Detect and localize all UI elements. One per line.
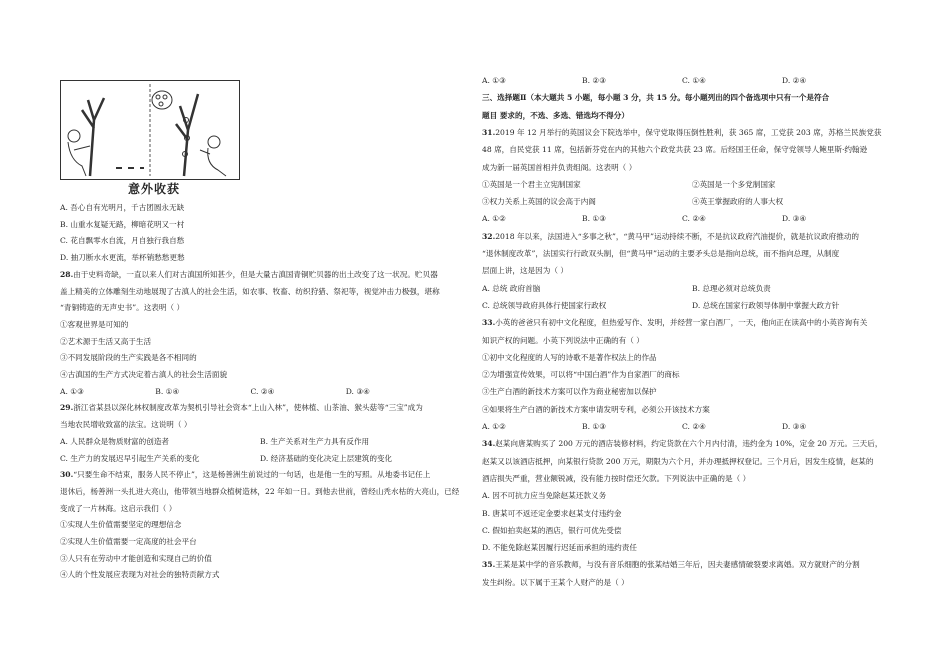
question-number: 31.: [482, 127, 496, 137]
question-stem: 32.2018 年以来，法国进入“多事之秋”，“黄马甲”运动持续不断，不是抗议政府汽油提价，就是抗议政府推动的: [482, 231, 860, 241]
answer-option[interactable]: D. ③④: [345, 386, 370, 396]
answer-option[interactable]: B. ①③: [582, 214, 607, 224]
text-line: ③生产白酒的新技术方案可以作为商业秘密加以保护: [482, 387, 657, 397]
question-stem: 34.赵某向唐某购买了 200 万元的酒店装修材料，约定货款在六个月内付清，违约金为 10%，定金 20 万元。三天后，: [482, 439, 883, 449]
text-line: 赵某又以该酒店抵押，向某银行贷款 200 万元，期限为六个月，并办理抵押权登记。三个月后，因发生疫情，赵某的: [482, 456, 874, 466]
text-line: 变成了一片林海。这启示我们（ ）: [60, 503, 177, 513]
text-line: ④如果将生产白酒的新技术方案申请发明专利，必须公开该技术方案: [482, 404, 710, 414]
answer-option[interactable]: B. 生产关系对生产力具有反作用: [260, 436, 370, 446]
question-stem: 三、选择题Ⅱ（本大题共 5 小题，每小题 3 分，共 15 分。每小题列出的四个备选项中只有一个是符合: [482, 93, 830, 103]
text-line: 48 席，自民党获 11 席，包括新芬党在内的其他六个政党共获 23 席。后经国王任命，保守党领导人鲍里斯·约翰逊: [482, 145, 868, 155]
answer-option[interactable]: A. 总统 政府首脑: [482, 283, 541, 293]
answer-option[interactable]: B. ①③: [582, 422, 607, 431]
answer-option[interactable]: D. 经济基础的变化决定上层建筑的变化: [260, 453, 393, 463]
text-line: ①客观世界是可知的: [60, 319, 129, 329]
question-number: 32.: [482, 231, 496, 241]
question-number: 30.: [60, 470, 74, 480]
answer-option[interactable]: B. 总理必须对总统负责: [692, 283, 771, 293]
text-line: ①初中文化程度的人写的诗歌不是著作权法上的作品: [482, 352, 657, 362]
text-line: B. 唐某可不返还定金要求赵某支付违约金: [482, 508, 622, 518]
text-line: 盖上精美的立体雕刻生动地展现了古滇人的社会生活，如农事、牧畜、纺织狩猎、祭祀等，视觉冲击力极强，堪称: [60, 286, 440, 296]
question-number: 28.: [60, 269, 74, 279]
text-line: “退休制度改革”，法国实行行政双头制，但“黄马甲”运动的主要矛头总是指向总统，而不指向总理，从制度: [482, 249, 840, 258]
answer-option[interactable]: D. ③④: [782, 214, 807, 224]
answer-option[interactable]: B. ②③: [582, 76, 607, 85]
answer-option[interactable]: A. ①②: [482, 422, 506, 431]
text-line: B. 山重水复疑无路，柳暗花明又一村: [60, 219, 185, 229]
answer-option[interactable]: C. ②④: [682, 214, 706, 224]
question-number: 29.: [60, 403, 74, 413]
answer-option[interactable]: A. 人民群众是物质财富的创造者: [60, 436, 170, 446]
answer-option[interactable]: C. ②④: [682, 422, 706, 431]
text-line: ①实现人生价值需要坚定的理想信念: [60, 520, 182, 530]
text-line: ②为增强宣传效果，可以将“中国白酒”作为自家酒厂的商标: [482, 370, 680, 380]
text-line: 知识产权的问题。小英下列说法中正确的有（ ）: [482, 335, 644, 345]
text-line: C. 假如拍卖赵某的酒店，银行可优先受偿: [482, 525, 622, 535]
question-stem: 30.“只要生命不结束，服务人民不停止”，这是杨善洲生前说过的一句话，也是他一生的写照。从地委书记任上: [60, 470, 431, 480]
answer-option[interactable]: A. ①③: [482, 76, 506, 85]
answer-option[interactable]: D. ③④: [782, 422, 807, 431]
cartoon-caption: 意外收获: [128, 182, 181, 196]
answer-option[interactable]: C. ①④: [682, 76, 706, 85]
text-line: D. 不能免除赵某因履行迟延而承担的违约责任: [482, 543, 637, 553]
text-line: ④古滇国的生产方式决定着古滇人的社会生活面貌: [60, 370, 228, 379]
answer-option[interactable]: B. ①④: [155, 386, 180, 396]
text-line: 当地农民增收致富的法宝。这说明（ ）: [60, 420, 192, 430]
answer-option[interactable]: ②英国是一个多党制国家: [692, 179, 776, 189]
answer-option[interactable]: A. ①②: [482, 214, 506, 224]
answer-option[interactable]: D. 总统在国家行政领导体制中掌握大政方针: [692, 300, 840, 310]
text-line: ②艺术源于生活又高于生活: [60, 336, 152, 346]
text-line: 层面上讲，这是因为（ ）: [482, 266, 568, 276]
question-stem: 29.浙江省某县以深化林权制度改革为契机引导社会资本“上山入林”，使林植、山茶油、猴头菇等“三宝”成为: [60, 403, 423, 413]
answer-option[interactable]: C. 生产力的发展迟早引起生产关系的变化: [60, 453, 200, 463]
answer-option[interactable]: C. 总统领导政府具体行使国家行政权: [482, 300, 607, 310]
question-number: 35.: [482, 560, 496, 570]
text-line: C. 花自飘零水自流，月自独行我自愁: [60, 236, 185, 246]
answer-option[interactable]: ③权力关系上英国的议会高于内阁: [482, 197, 596, 207]
answer-option[interactable]: A. ①③: [60, 386, 84, 396]
question-number: 33.: [482, 318, 496, 328]
text-line: A. 因不可抗力应当免除赵某还款义务: [482, 491, 607, 501]
question-stem: 31.2019 年 12 月举行的英国议会下院选举中，保守党取得压倒性胜利，获 365 席，工党获 203 席，苏格兰民族党获: [482, 127, 882, 137]
text-line: ②实现人生价值需要一定高度的社会平台: [60, 537, 197, 546]
question-number: 34.: [482, 439, 496, 449]
text-line: “青铜铸造的无声史书”。这表明（ ）: [60, 303, 185, 313]
question-stem: 35.王某是某中学的音乐教师，与没有音乐细胞的张某结婚三年后，因夫妻感情破裂要求离婚。双方就财产的分割: [482, 560, 860, 570]
question-stem: 33.小英的爸爸只有初中文化程度，但热爱写作、发明，并经营一家白酒厂，一天，他向正在读高中的小英咨询有关: [482, 318, 868, 328]
answer-option[interactable]: ④英王掌握政府的人事大权: [692, 197, 784, 207]
answer-option[interactable]: C. ②④: [250, 386, 275, 396]
text-line: D. 抽刀断水水更流，举杯销愁愁更愁: [60, 253, 185, 263]
text-line: 发生纠纷。以下属于王某个人财产的是（ ）: [482, 577, 629, 587]
answer-option[interactable]: ①英国是一个君主立宪制国家: [482, 179, 581, 189]
text-line: A. 吾心自有光明月，千古团圆永无缺: [60, 203, 185, 212]
text-line: ③不同发展阶段的生产实践是各不相同的: [60, 353, 197, 363]
text-line: 成为新一届英国首相并负责组阁。这表明（ ）: [482, 162, 637, 172]
text-line: ③人只有在劳动中才能创造和实现自己的价值: [60, 553, 212, 563]
question-stem: 题目 要求的，不选、多选、错选均不得分）: [482, 110, 629, 120]
text-line: 退休后，杨善洲一头扎进大亮山，他带领当地群众植树造林，22 年如一日。到他去世前，曾经山秃水枯的大亮山，已经: [60, 486, 460, 496]
answer-option[interactable]: D. ②④: [782, 76, 807, 85]
question-stem: 28.由于史料奇缺，一直以来人们对古滇国所知甚少，但是大量古滇国青铜贮贝器的出土改变了这一状况。贮贝器: [60, 269, 438, 279]
text-line: ④人的个性发展应表现为对社会的独特贡献方式: [60, 570, 220, 580]
text-line: 酒店损失严重，营业额锐减，没有能力按时偿还欠款。下列说法中正确的是（ ）: [482, 473, 751, 483]
